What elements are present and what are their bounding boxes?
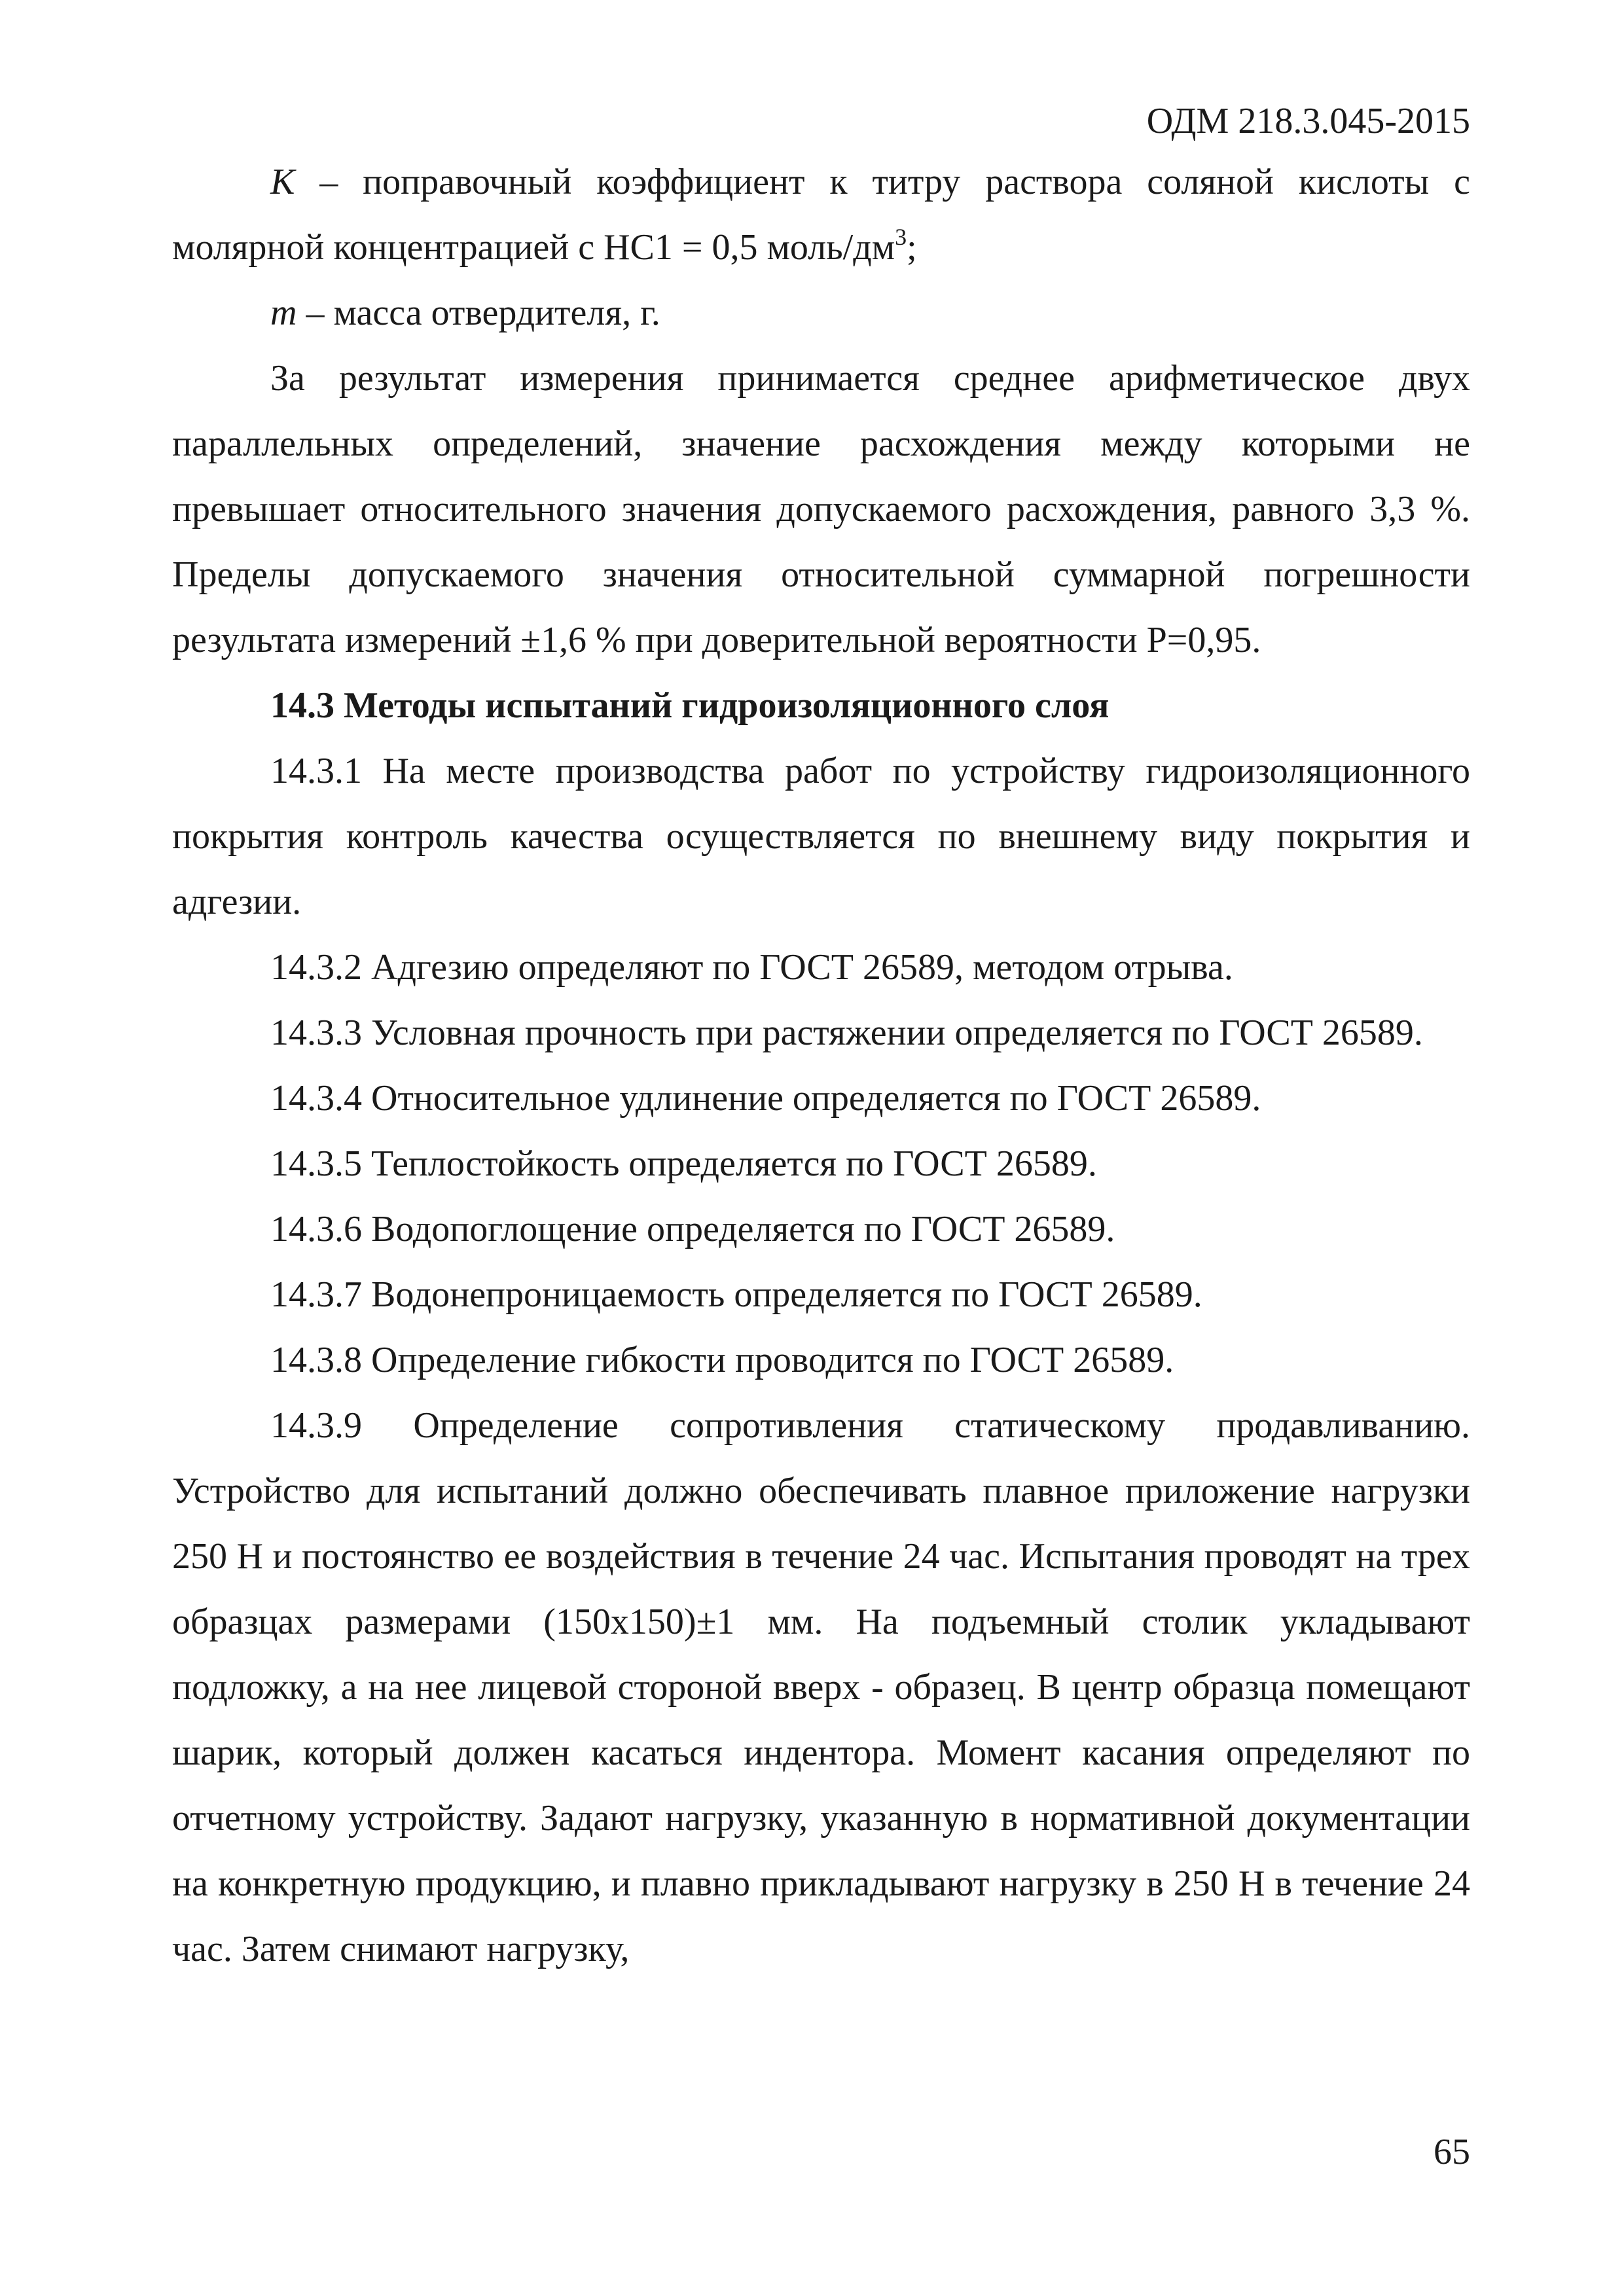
section-heading: 14.3 Методы испытаний гидроизоляционного слоя (270, 685, 1110, 726)
clause-14-3-4: 14.3.4 Относительное удлинение определяется по ГОСТ 26589. (270, 1078, 1261, 1119)
page-number: 65 (1434, 2132, 1470, 2172)
coefficient-k-text: – поправочный коэффициент к титру раствора соляной кислоты с молярной концентрацией с НС1 = 0,5 моль/дм (172, 162, 1470, 268)
paragraph-mass-m (172, 280, 1470, 346)
document-code-header: ОДМ 218.3.045-2015 (1146, 101, 1470, 141)
paragraph-coefficient-k (172, 149, 1470, 280)
clause-14-3-7: 14.3.7 Водонепроницаемость определяется по ГОСТ 26589. (270, 1274, 1202, 1315)
variable-k: K (270, 162, 295, 202)
clause-14-3-1: 14.3.1 На месте производства работ по устройству гидроизоляционного покрытия контроль качества осуществляется по внешнему виду покрытия и адгезии. (172, 751, 1470, 922)
clause-14-3-9: 14.3.9 Определение сопротивления статическому продавливанию. Устройство для испытаний должно обеспечивать плавное приложение нагрузки 250 Н и постоянство ее воздействия в течение 24 час. Испытания проводят на трех образцах размерами (150х150)±1 мм. На подъемный столик укладывают подложку, а на нее лицевой стороной вверх - образец. В центр образца помещают шарик, который должен касаться индентора. Момент касания определяют по отчетному устройству. Задают нагрузку, указанную в нормативной документации на конкретную продукцию, и плавно прикладывают нагрузку в 250 Н в течение 24 час. Затем снимают нагрузку, (172, 1405, 1470, 1969)
variable-m: m (270, 293, 297, 333)
paragraph-measurement-result: За результат измерения принимается среднее арифметическое двух параллельных определений, значение расхождения между которыми не превышает относительного значения допускаемого расхождения, равного 3,3 %. Пределы допускаемого значения относительной суммарной погрешности результата измерений ±1,6 % при доверительной вероятности Р=0,95. (172, 358, 1470, 660)
clause-14-3-6: 14.3.6 Водопоглощение определяется по ГОСТ 26589. (270, 1209, 1115, 1249)
clause-14-3-2: 14.3.2 Адгезию определяют по ГОСТ 26589, методом отрыва. (270, 947, 1233, 988)
superscript-3: 3 (895, 224, 907, 250)
clause-14-3-5: 14.3.5 Теплостойкость определяется по ГОСТ 26589. (270, 1143, 1097, 1184)
clause-14-3-3: 14.3.3 Условная прочность при растяжении определяется по ГОСТ 26589. (270, 1013, 1423, 1053)
document-body (172, 149, 1470, 1982)
coefficient-k-end: ; (907, 227, 917, 268)
clause-14-3-8: 14.3.8 Определение гибкости проводится по ГОСТ 26589. (270, 1340, 1174, 1380)
mass-m-text: – масса отвердителя, г. (297, 293, 660, 333)
